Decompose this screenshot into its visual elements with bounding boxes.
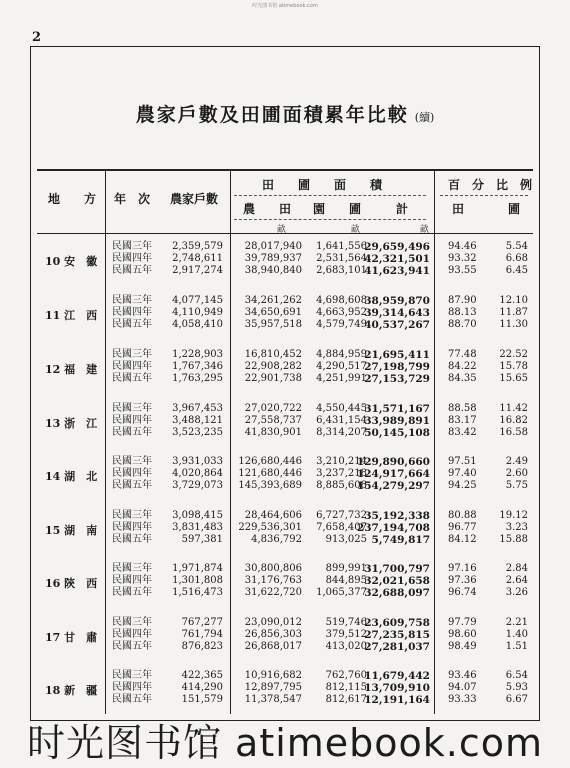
table-row [0,563,570,575]
table-row [0,641,570,653]
unit-total: 畝 [420,225,430,235]
cell-paddy: 126,680,446 [238,456,302,467]
cell-year: 民國四年 [112,575,152,586]
cell-paddy: 30,800,806 [244,563,302,574]
cell-pct-paddy: 94.07 [448,682,477,693]
cell-households: 422,365 [181,670,223,681]
cell-year: 民國四年 [112,522,152,533]
cell-total: 40,537,267 [364,319,430,331]
table-row-group [0,617,570,657]
cell-households: 3,967,453 [172,403,223,414]
header-field: 園 圃 [313,202,362,216]
cell-households: 3,098,415 [172,510,223,521]
cell-pct-field: 15.88 [499,534,528,545]
cell-year: 民國五年 [112,265,152,276]
top-watermark-note: 时光图书馆 atimebook.com [252,3,318,9]
cell-pct-paddy: 97.40 [448,468,477,479]
unit-field: 畝 [351,225,361,235]
cell-year: 民國三年 [112,403,152,414]
cell-pct-field: 12.10 [499,295,528,306]
table-row [0,403,570,415]
cell-pct-field: 2.84 [505,563,528,574]
cell-pct-field: 2.64 [505,575,528,586]
table-row [0,361,570,373]
cell-paddy: 4,836,792 [251,534,302,545]
table-row-group [0,456,570,496]
cell-total: 129,890,660 [356,456,430,468]
cell-households: 767,277 [181,617,223,628]
table-row-group [0,349,570,389]
cell-pct-field: 5.54 [505,241,528,252]
table-row [0,265,570,277]
cell-pct-paddy: 96.74 [448,587,477,598]
cell-paddy: 121,680,446 [238,468,302,479]
cell-pct-paddy: 87.90 [448,295,477,306]
header-year: 年 次 [114,192,151,206]
cell-field: 7,658,407 [316,522,367,533]
cell-pct-field: 6.68 [505,253,528,264]
cell-year: 民國三年 [112,617,152,628]
cell-paddy: 31,176,763 [244,575,302,586]
cell-total: 12,191,164 [364,694,430,706]
pct-subheader-dash [440,195,528,196]
cell-paddy: 23,090,012 [244,617,302,628]
table-row [0,682,570,694]
cell-year: 民國五年 [112,534,152,545]
cell-pct-paddy: 93.33 [448,694,477,705]
area-subheader-dash [234,195,426,196]
region-label: 15 湖 南 [45,524,98,537]
cell-pct-paddy: 97.51 [448,456,477,467]
cell-total: 42,321,501 [364,253,430,265]
cell-paddy: 28,017,940 [244,241,302,252]
cell-paddy: 22,908,282 [244,361,302,372]
region-label: 10 安 徽 [45,255,98,268]
cell-total: 124,917,664 [356,468,430,480]
cell-paddy: 26,856,303 [244,629,302,640]
cell-households: 414,290 [181,682,223,693]
cell-households: 1,767,346 [172,361,223,372]
cell-total: 27,153,729 [364,373,430,385]
cell-total: 21,695,411 [364,349,430,361]
cell-households: 1,516,473 [172,587,223,598]
region-label: 17 甘 肅 [45,631,98,644]
cell-total: 5,749,817 [371,534,430,546]
table-row [0,307,570,319]
cell-households: 3,931,033 [172,456,223,467]
cell-pct-field: 15.78 [499,361,528,372]
cell-paddy: 10,916,682 [244,670,302,681]
table-row [0,534,570,546]
cell-households: 3,523,235 [172,427,223,438]
cell-pct-paddy: 77.48 [448,349,477,360]
cell-total: 154,279,297 [356,480,430,492]
cell-paddy: 27,020,722 [244,403,302,414]
cell-field: 4,698,608 [316,295,367,306]
header-pct-group: 百 分 比 例 [448,178,533,192]
table-top-rule [37,169,533,171]
cell-total: 41,623,941 [364,265,430,277]
cell-pct-field: 11.42 [499,403,528,414]
cell-households: 2,917,274 [172,265,223,276]
cell-year: 民國三年 [112,295,152,306]
header-pct-field: 圃 [508,202,521,216]
table-row [0,427,570,439]
cell-pct-paddy: 83.17 [448,415,477,426]
table-row-group [0,563,570,603]
cell-total: 23,609,758 [364,617,430,629]
cell-total: 13,709,910 [364,682,430,694]
title-text: 農家戶數及田圃面積累年比較 [135,104,409,126]
cell-field: 8,314,207 [316,427,367,438]
cell-pct-paddy: 96.77 [448,522,477,533]
cell-total: 32,688,097 [364,587,430,599]
table-row [0,480,570,492]
table-row-group [0,295,570,335]
cell-paddy: 26,868,017 [244,641,302,652]
header-region: 地 方 [48,192,97,206]
cell-field: 899,991 [325,563,367,574]
table-row [0,415,570,427]
cell-field: 413,020 [325,641,367,652]
cell-field: 2,683,101 [316,265,367,276]
region-label: 12 福 建 [45,363,98,376]
cell-total: 27,198,799 [364,361,430,373]
cell-pct-field: 3.23 [505,522,528,533]
cell-total: 33,989,891 [364,415,430,427]
cell-field: 519,746 [325,617,367,628]
cell-total: 27,235,815 [364,629,430,641]
cell-pct-field: 1.51 [505,641,528,652]
cell-year: 民國四年 [112,629,152,640]
table-row [0,319,570,331]
cell-field: 4,550,445 [316,403,367,414]
cell-year: 民國三年 [112,456,152,467]
cell-pct-field: 11.30 [499,319,528,330]
cell-field: 379,512 [325,629,367,640]
cell-year: 民國三年 [112,349,152,360]
cell-paddy: 34,650,691 [244,307,302,318]
cell-pct-field: 6.67 [505,694,528,705]
cell-year: 民國五年 [112,427,152,438]
cell-year: 民國四年 [112,415,152,426]
cell-pct-paddy: 97.79 [448,617,477,628]
table-row [0,468,570,480]
cell-field: 3,237,218 [316,468,367,479]
cell-year: 民國五年 [112,641,152,652]
cell-pct-paddy: 80.88 [448,510,477,521]
table-row [0,617,570,629]
table-row [0,295,570,307]
cell-pct-paddy: 97.16 [448,563,477,574]
cell-year: 民國四年 [112,307,152,318]
cell-pct-field: 5.93 [505,682,528,693]
cell-paddy: 145,393,689 [238,480,302,491]
unit-row-dash [234,219,426,220]
cell-field: 2,531,564 [316,253,367,264]
cell-households: 3,831,483 [172,522,223,533]
header-pct-paddy: 田 [452,202,465,216]
region-label: 13 浙 江 [45,417,98,430]
header-households: 農家戶數 [170,192,219,206]
table-row [0,694,570,706]
cell-field: 4,251,991 [316,373,367,384]
region-label: 14 湖 北 [45,470,98,483]
cell-paddy: 35,957,518 [244,319,302,330]
table-row [0,629,570,641]
cell-pct-paddy: 84.22 [448,361,477,372]
cell-pct-paddy: 97.36 [448,575,477,586]
title-continued: (續) [414,111,435,124]
cell-year: 民國五年 [112,319,152,330]
cell-households: 761,794 [181,629,223,640]
region-label: 16 陝 西 [45,577,98,590]
cell-field: 762,760 [325,670,367,681]
cell-field: 844,895 [325,575,367,586]
cell-households: 1,763,295 [172,373,223,384]
cell-field: 1,641,556 [316,241,367,252]
cell-field: 4,663,952 [316,307,367,318]
header-paddy: 農 田 [243,202,292,216]
cell-pct-paddy: 93.46 [448,670,477,681]
table-row [0,522,570,534]
cell-paddy: 12,897,795 [244,682,302,693]
cell-households: 1,228,903 [172,349,223,360]
cell-field: 4,884,959 [316,349,367,360]
cell-pct-paddy: 83.42 [448,427,477,438]
header-total: 計 [396,202,409,216]
table-row [0,349,570,361]
table-row [0,575,570,587]
cell-pct-field: 1.40 [505,629,528,640]
cell-total: 50,145,108 [364,427,430,439]
cell-year: 民國四年 [112,253,152,264]
cell-total: 39,314,643 [364,307,430,319]
table-row [0,510,570,522]
cell-pct-field: 2.49 [505,456,528,467]
cell-total: 35,192,338 [364,510,430,522]
cell-paddy: 11,378,547 [244,694,302,705]
cell-households: 4,110,949 [172,307,223,318]
table-row-group [0,670,570,710]
cell-paddy: 22,901,738 [244,373,302,384]
cell-year: 民國四年 [112,468,152,479]
cell-total: 29,659,496 [364,241,430,253]
cell-total: 31,571,167 [364,403,430,415]
cell-paddy: 41,830,901 [244,427,302,438]
cell-field: 1,065,377 [316,587,367,598]
table-row-group [0,510,570,550]
cell-pct-paddy: 98.60 [448,629,477,640]
cell-field: 4,579,749 [316,319,367,330]
cell-households: 4,020,864 [172,468,223,479]
cell-households: 151,579 [181,694,223,705]
cell-total: 11,679,442 [364,670,430,682]
cell-total: 32,021,658 [364,575,430,587]
cell-pct-field: 15.65 [499,373,528,384]
cell-year: 民國五年 [112,694,152,705]
table-row-group [0,241,570,281]
cell-paddy: 229,536,301 [238,522,302,533]
table-row [0,373,570,385]
region-label: 18 新 疆 [45,684,98,697]
cell-paddy: 39,789,937 [244,253,302,264]
cell-households: 1,301,808 [172,575,223,586]
cell-paddy: 38,940,840 [244,265,302,276]
cell-pct-paddy: 84.35 [448,373,477,384]
region-label: 11 江 西 [45,309,98,322]
cell-pct-paddy: 93.32 [448,253,477,264]
cell-households: 2,359,579 [172,241,223,252]
cell-pct-field: 3.26 [505,587,528,598]
bottom-watermark: 时光图书馆 atimebook.com [26,721,544,765]
table-row-group [0,403,570,443]
cell-field: 913,025 [325,534,367,545]
cell-paddy: 27,558,737 [244,415,302,426]
cell-households: 597,381 [181,534,223,545]
cell-households: 876,823 [181,641,223,652]
cell-pct-paddy: 88.70 [448,319,477,330]
cell-field: 8,885,608 [316,480,367,491]
cell-households: 3,488,121 [172,415,223,426]
cell-pct-field: 22.52 [499,349,528,360]
cell-pct-field: 11.87 [499,307,528,318]
cell-households: 4,058,410 [172,319,223,330]
header-area-group: 田 圃 面 積 [262,178,383,192]
cell-paddy: 28,464,606 [244,510,302,521]
page-number: 2 [32,30,42,45]
cell-pct-paddy: 94.46 [448,241,477,252]
cell-households: 3,729,073 [172,480,223,491]
cell-field: 6,727,732 [316,510,367,521]
cell-pct-field: 6.54 [505,670,528,681]
cell-pct-field: 2.60 [505,468,528,479]
cell-total: 31,700,797 [364,563,430,575]
cell-total: 27,281,037 [364,641,430,653]
cell-year: 民國五年 [112,587,152,598]
table-row [0,241,570,253]
cell-households: 2,748,611 [172,253,223,264]
cell-pct-field: 6.45 [505,265,528,276]
cell-year: 民國五年 [112,373,152,384]
cell-pct-field: 16.82 [499,415,528,426]
cell-field: 3,210,214 [316,456,367,467]
cell-year: 民國三年 [112,510,152,521]
page-title [0,100,570,127]
cell-pct-paddy: 98.49 [448,641,477,652]
cell-year: 民國五年 [112,480,152,491]
cell-year: 民國四年 [112,361,152,372]
cell-pct-field: 5.75 [505,480,528,491]
cell-paddy: 16,810,452 [244,349,302,360]
table-row [0,253,570,265]
cell-total: 38,959,870 [364,295,430,307]
cell-pct-paddy: 84.12 [448,534,477,545]
cell-year: 民國三年 [112,241,152,252]
cell-pct-field: 2.21 [505,617,528,628]
cell-year: 民國三年 [112,563,152,574]
unit-paddy: 畝 [277,225,287,235]
cell-households: 1,971,874 [172,563,223,574]
table-row [0,456,570,468]
cell-paddy: 31,622,720 [244,587,302,598]
cell-year: 民國三年 [112,670,152,681]
cell-field: 4,290,517 [316,361,367,372]
cell-field: 6,431,154 [316,415,367,426]
cell-pct-paddy: 88.58 [448,403,477,414]
cell-pct-field: 16.58 [499,427,528,438]
cell-pct-paddy: 94.25 [448,480,477,491]
table-row [0,587,570,599]
cell-pct-paddy: 93.55 [448,265,477,276]
cell-pct-field: 19.12 [499,510,528,521]
cell-year: 民國四年 [112,682,152,693]
cell-field: 812,115 [325,682,367,693]
cell-households: 4,077,145 [172,295,223,306]
cell-total: 237,194,708 [356,522,430,534]
cell-paddy: 34,261,262 [244,295,302,306]
table-row [0,670,570,682]
cell-field: 812,617 [325,694,367,705]
cell-pct-paddy: 88.13 [448,307,477,318]
